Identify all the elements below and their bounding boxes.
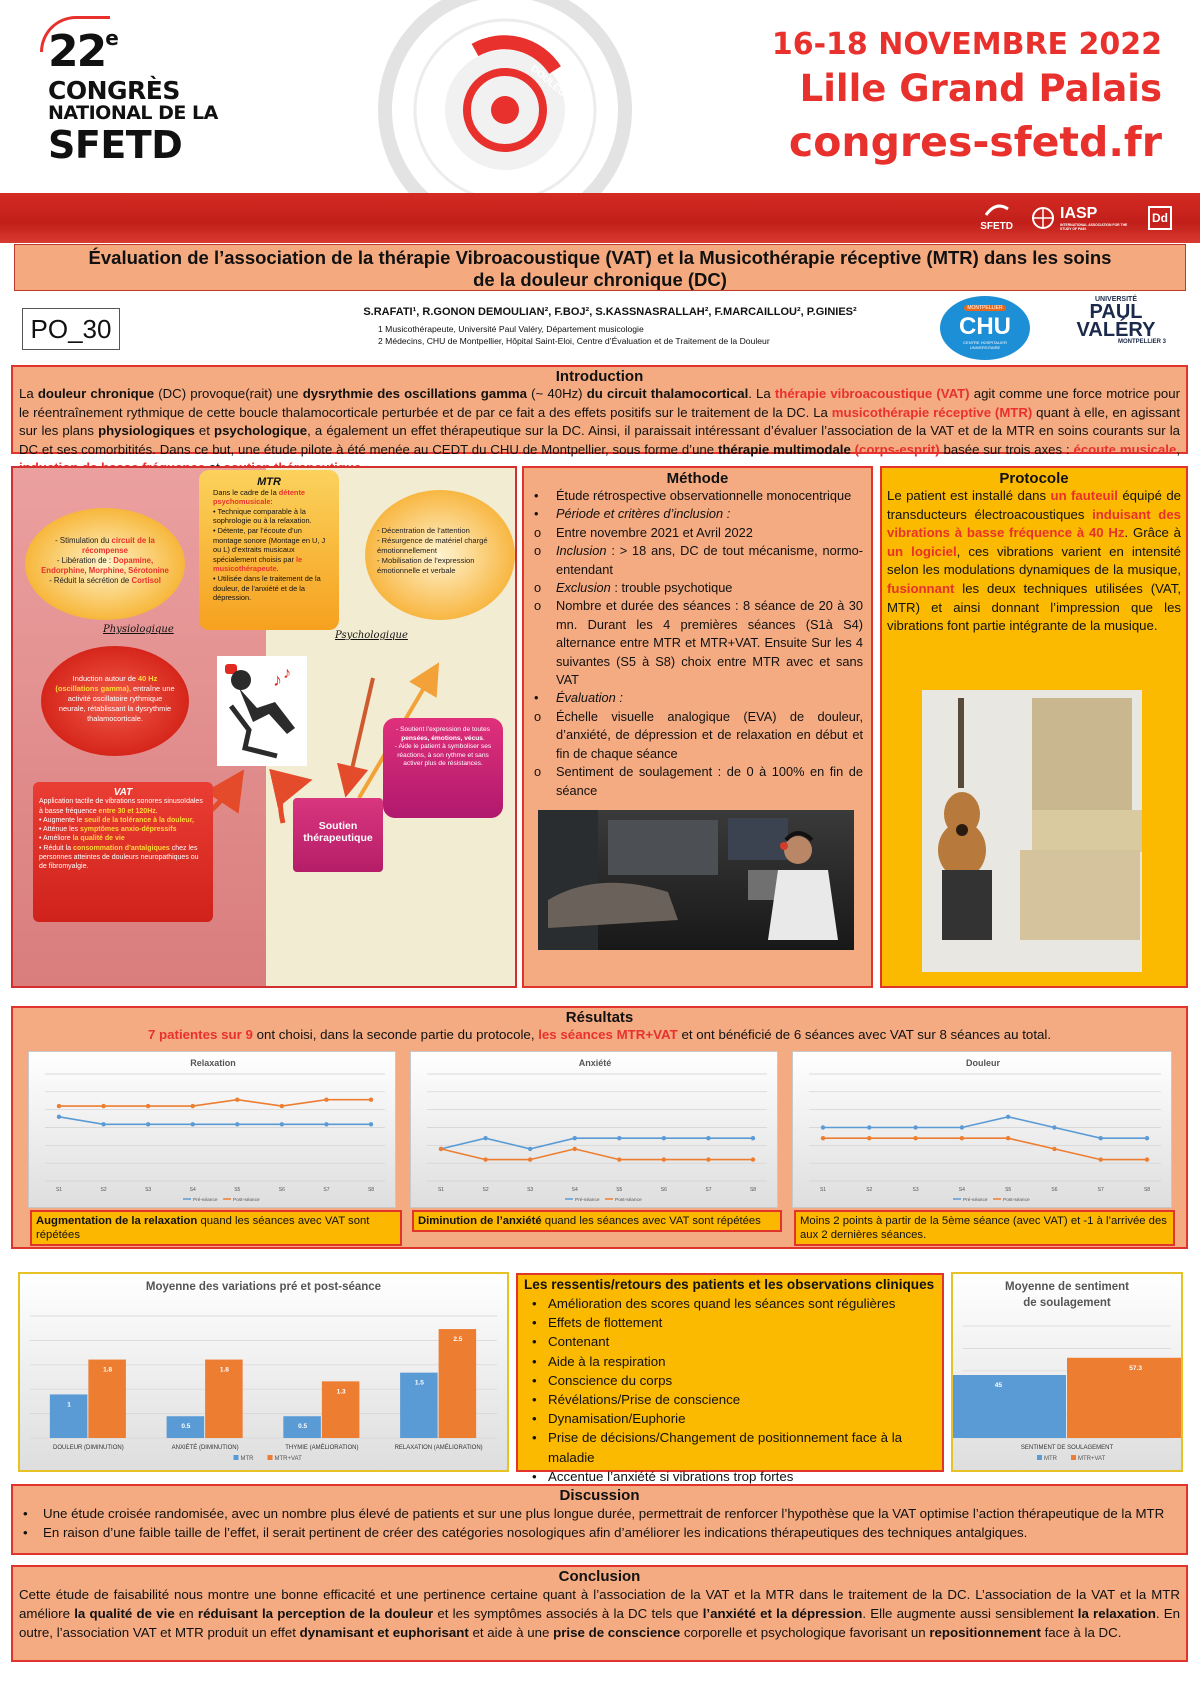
x-tick-label: S5 [616, 1187, 623, 1193]
data-point [867, 1125, 871, 1129]
soutien-box: Soutien thérapeutique [293, 798, 383, 872]
title-line-1: Évaluation de l’association de la thérapie Vibroacoustique (VAT) et la Musicothérapie réceptive (MTR) dans les soins [88, 247, 1112, 268]
data-point [483, 1136, 487, 1140]
discussion-item: • Une étude croisée randomisée, avec un nombre plus élevé de patients et sur une plus longue durée, permettrait de renforcer l’hypothèse que la VAT optimise l’action thérapeutique de la MTR [21, 1504, 1178, 1523]
soulagement-bar-chart-box [951, 1272, 1183, 1472]
methode-item-label: Inclusion [556, 543, 607, 559]
x-tick-label: S8 [749, 1187, 757, 1193]
congress-line-3: SFETD [48, 123, 183, 167]
methode-item-text: : trouble psychotique [610, 580, 733, 596]
edition-number: 22e [48, 26, 117, 77]
methode-item [532, 579, 863, 597]
partner-logos [980, 198, 1172, 238]
bullet: • [534, 690, 539, 706]
data-point [1099, 1136, 1103, 1140]
svg-text:♪: ♪ [273, 670, 282, 690]
therapy-diagram [11, 466, 517, 988]
chu-logo: MONTPELLIER CHU CENTRE HOSPITALIER UNIVERSITAIRE [940, 296, 1030, 360]
methode-item-label: Exclusion [556, 580, 611, 596]
arrow-down [349, 678, 373, 782]
methode-item-text: Sentiment de soulagement : de 0 à 100% en fin de séance [556, 764, 863, 798]
x-tick-label: S7 [1097, 1187, 1104, 1193]
data-point [751, 1136, 755, 1140]
congress-logo [0, 0, 250, 185]
chair-guitar-photo [922, 690, 1142, 972]
douleur-chart [792, 1051, 1172, 1208]
soutien-bubble: - Soutient l’expression de toutes pensées, émotions, vécus. - Aide le patient à symboliser ses réactions, à son rythme et sans activer plus de résistances. [383, 718, 503, 818]
bar [439, 1329, 477, 1438]
discussion-list [13, 1504, 1186, 1542]
data-point [960, 1125, 964, 1129]
data-point [573, 1147, 577, 1151]
x-tick-label: S4 [189, 1187, 196, 1193]
congress-venue: Lille Grand Palais [799, 67, 1162, 110]
legend-label: MTR+VAT [1078, 1456, 1106, 1462]
methode-item-text: Période et critères d’inclusion : [556, 506, 731, 522]
vibroacoustic-chair-photo [922, 690, 1142, 972]
legend-label: MTR+VAT [274, 1456, 302, 1462]
globe-icon [1031, 206, 1055, 230]
methode-item [532, 763, 863, 800]
x-tick-label: S8 [367, 1187, 375, 1193]
x-tick-label: S4 [571, 1187, 578, 1193]
legend-label: Pré-séance [963, 1198, 988, 1203]
observation-item: • Amélioration des scores quand les séances sont régulières [526, 1294, 934, 1313]
data-point [191, 1122, 195, 1126]
bar-value-label: 2.5 [453, 1336, 463, 1344]
data-point [324, 1122, 328, 1126]
data-point [662, 1136, 666, 1140]
bullet: o [534, 764, 542, 780]
congress-dates: 16-18 NOVEMBRE 2022 [771, 27, 1162, 62]
bar [953, 1375, 1066, 1438]
chart-title: Anxiété [578, 1058, 612, 1068]
methode-item-text: Entre novembre 2021 et Avril 2022 [556, 524, 753, 540]
observations-heading: Les ressentis/retours des patients et les observations cliniques [524, 1277, 935, 1292]
bullet: o [534, 708, 542, 724]
caption-douleur: Moins 2 points à partir de la 5ème séance (avec VAT) et -1 à l’arrivée des aux 2 dernières séances. [794, 1210, 1175, 1246]
anxiete-line-chart [411, 1052, 779, 1209]
legend-swatch [268, 1455, 273, 1460]
data-point [1145, 1136, 1149, 1140]
therapy-room-photo [538, 810, 854, 950]
data-point [528, 1147, 532, 1151]
series-line-post [823, 1138, 1147, 1159]
observation-item: • Dynamisation/Euphorie [526, 1409, 934, 1428]
dd-logo: Dd [1148, 206, 1172, 230]
congress-line-1: CONGRÈS [48, 76, 180, 105]
x-tick-label: S3 [912, 1187, 919, 1193]
bar-value-label: 45 [994, 1382, 1002, 1389]
data-point [617, 1157, 621, 1161]
soulagement-bar-chart [953, 1274, 1181, 1470]
logo-arc [40, 16, 110, 52]
data-point [280, 1104, 284, 1108]
data-point [1052, 1147, 1056, 1151]
bullet: o [534, 543, 542, 559]
header-center-graphic [300, 0, 840, 193]
conclusion-heading: Conclusion [558, 1568, 641, 1585]
methode-item [532, 542, 863, 579]
data-point [1052, 1125, 1056, 1129]
x-tick-label: S5 [234, 1187, 241, 1193]
x-tick-label: S1 [437, 1187, 445, 1193]
x-tick-label: S2 [866, 1187, 873, 1193]
variations-bar-chart-box [18, 1272, 509, 1472]
x-tick-label: S7 [323, 1187, 330, 1193]
data-point [706, 1157, 710, 1161]
data-point [146, 1104, 150, 1108]
resultats-heading: Résultats [565, 1009, 634, 1026]
legend-label: Post-séance [233, 1198, 260, 1203]
category-label: DOULEUR (DIMINUTION) [53, 1445, 124, 1451]
protocole-heading: Protocole [999, 470, 1069, 487]
legend-swatch [234, 1455, 239, 1460]
data-point [706, 1136, 710, 1140]
physiological-bubble: - Stimulation du circuit de la récompense - Libération de : Dopamine, Endorphine, Morphine, Sérotonine - Réduit la sécrétion de Cortisol [25, 508, 185, 620]
observation-item: • Contenant [526, 1332, 934, 1351]
data-point [191, 1104, 195, 1108]
methode-item-text: : > 18 ans, DC de tout mécanisme, normo-entendant [556, 543, 863, 577]
bar-value-label: 0.5 [181, 1423, 191, 1431]
resultats-panel [11, 1006, 1188, 1249]
bar-value-label: 1.8 [219, 1366, 229, 1374]
data-point [1145, 1157, 1149, 1161]
legend-label: Post-séance [615, 1198, 642, 1203]
methode-item [532, 708, 863, 763]
svg-text:♪: ♪ [283, 665, 291, 682]
x-tick-label: S8 [1143, 1187, 1151, 1193]
data-point [280, 1122, 284, 1126]
data-point [483, 1157, 487, 1161]
data-point [369, 1097, 373, 1101]
induction-bubble: Induction autour de 40 Hz (oscillations gamma), entraîne une activité oscillatoire rythmique neurale, rétablissant la dysrythmie thalamocorticale. [41, 646, 189, 756]
data-point [235, 1097, 239, 1101]
arrow-curve-left [281, 784, 293, 823]
methode-item [532, 524, 863, 542]
resultats-summary: 7 patientes sur 9 ont choisi, dans la seconde partie du protocole, les séances MTR+VAT et ont bénéficié de 6 séances avec VAT sur 8 séances au total. [147, 1027, 1052, 1042]
legend-label: Pré-séance [575, 1198, 600, 1203]
bar-value-label: 57.3 [1129, 1364, 1142, 1372]
methode-list [524, 487, 871, 800]
legend-label: Pré-séance [193, 1198, 218, 1203]
sfetd-logo: SFETD [980, 203, 1013, 233]
x-tick-label: S7 [705, 1187, 712, 1193]
data-point [57, 1115, 61, 1119]
methode-item-text: Échelle visuelle analogique (EVA) de douleur, d’anxiété, de dépression et de relaxation en début et fin de chaque séance [556, 708, 863, 761]
discussion-item: • En raison d’une faible taille de l’effet, il serait pertinent de créer des catégories nosologiques afin d’améliorer les indications thérapeutiques des techniques antalgiques. [21, 1523, 1178, 1542]
methode-item [532, 689, 863, 707]
x-tick-label: S3 [527, 1187, 534, 1193]
affiliation-2: 2 Médecins, CHU de Montpellier, Hôpital Saint-Eloi, Centre d’Évaluation et de Traitement de la Douleur [378, 336, 770, 346]
data-point [1006, 1115, 1010, 1119]
category-label: THYMIE (AMÉLIORATION) [285, 1445, 359, 1451]
x-tick-label: S6 [660, 1187, 667, 1193]
douleur-line-chart [793, 1052, 1173, 1209]
data-point [439, 1147, 443, 1151]
poster-title [14, 244, 1186, 291]
data-point [369, 1122, 373, 1126]
caption-anxiete: Diminution de l’anxiété quand les séances avec VAT sont répétées [412, 1210, 782, 1232]
discussion-panel [11, 1484, 1188, 1555]
mtr-box: MTR Dans le cadre de la détente psychomusicale: • Technique comparable à la sophrologie ou à la relaxation. • Détente, par l’écoute d’un montage sonore (Montage en U, J ou L) d’extraits musicaux spécialement choisis par le musicothérapeute. • Utilisée dans le traitement de la douleur, de l’anxiété et de la dépression. [199, 470, 339, 630]
caption-relaxation: Augmentation de la relaxation quand les séances avec VAT sont répétées [30, 1210, 402, 1246]
x-tick-label: S2 [482, 1187, 489, 1193]
chart-title: Moyenne de sentiment de soulagement [1005, 1281, 1129, 1309]
x-tick-label: S3 [145, 1187, 152, 1193]
observations-list [518, 1292, 942, 1488]
observation-item: • Accentue l’anxiété si vibrations trop fortes [526, 1467, 934, 1486]
series-line-pre [59, 1117, 371, 1124]
series-line-post [441, 1149, 753, 1160]
iasp-logo: IASP INTERNATIONAL ASSOCIATION FOR THE STUDY OF PAIN [1031, 205, 1130, 231]
x-tick-label: S1 [819, 1187, 827, 1193]
session-photo [538, 810, 854, 950]
bar-value-label: 1.3 [336, 1388, 346, 1396]
bar [1067, 1358, 1181, 1438]
data-point [235, 1122, 239, 1126]
legend-swatch [1037, 1455, 1042, 1460]
data-point [146, 1122, 150, 1126]
data-point [573, 1136, 577, 1140]
authors: S.RAFATI¹, R.GONON DEMOULIAN², F.BOJ², S.KASSNASRALLAH², F.MARCAILLOU², P.GINIES² [363, 306, 857, 318]
series-line-pre [441, 1138, 753, 1149]
data-point [751, 1157, 755, 1161]
category-label: ANXIÉTÉ (DIMINUTION) [171, 1445, 239, 1451]
bar-value-label: 1.5 [414, 1379, 424, 1387]
discussion-heading: Discussion [559, 1487, 640, 1504]
data-point [528, 1157, 532, 1161]
data-point [617, 1136, 621, 1140]
affiliations [378, 323, 770, 347]
methode-heading: Méthode [666, 470, 729, 487]
observations-panel [516, 1273, 944, 1484]
label-physiological: Physiologique [103, 624, 174, 635]
bullet: o [534, 524, 542, 540]
methode-item [532, 597, 863, 689]
vat-box: VAT Application tactile de vibrations sonores sinusoïdales à basse fréquence entre 30 et 120Hz. • Augmente le seuil de la tolérance à la douleur, • Atténue les symptômes anxio-dépressifs • Améliore la qualité de vie • Réduit la consommation d’antalgiques chez les personnes atteintes de douleurs neuropathiques ou de fibromyalgie. [33, 782, 213, 922]
x-tick-label: S6 [1051, 1187, 1058, 1193]
methode-item [532, 487, 863, 505]
x-tick-label: S1 [55, 1187, 63, 1193]
legend-label: MTR [240, 1456, 254, 1462]
relaxation-line-chart [29, 1052, 397, 1209]
legend-label: Post-séance [1003, 1198, 1030, 1203]
introduction-heading: Introduction [555, 368, 644, 385]
data-point [960, 1136, 964, 1140]
observation-item: • Révélations/Prise de conscience [526, 1390, 934, 1409]
methode-item [532, 505, 863, 523]
x-tick-label: S6 [278, 1187, 285, 1193]
conclusion-panel [11, 1565, 1188, 1662]
affiliation-1: 1 Musicothérapeute, Université Paul Valéry, Département musicologie [378, 324, 644, 334]
bar-value-label: 1 [67, 1401, 71, 1409]
poster-code: PO_30 [22, 308, 120, 350]
legend-label: MTR [1044, 1456, 1057, 1462]
title-line-2: de la douleur chronique (DC) [473, 269, 727, 290]
methode-panel [522, 466, 873, 988]
methode-item-text: Nombre et durée des séances : 8 séance de 20 à 30 mn. Durant les 4 premières séances (S1à S4) alternance entre MTR et MTR+VAT. Ensuite Sur les 4 suivantes (S5 à S8) choix entre MTR avec et sans VAT [556, 598, 863, 688]
upv-logo: UNIVERSITÉ PAUL VALÉRY MONTPELLIER 3 [1076, 296, 1166, 345]
methode-item-text: Évaluation : [556, 690, 623, 706]
observation-item: • Aide à la respiration [526, 1352, 934, 1371]
data-point [913, 1136, 917, 1140]
chart-title: Relaxation [190, 1058, 236, 1068]
bullet: • [534, 488, 539, 503]
data-point [867, 1136, 871, 1140]
x-tick-label: S4 [958, 1187, 965, 1193]
methode-item-text: Étude rétrospective observationnelle monocentrique [556, 488, 852, 503]
data-point [1099, 1157, 1103, 1161]
category-label: RELAXATION (AMÉLIORATION) [394, 1445, 483, 1451]
congress-url[interactable]: congres-sfetd.fr [788, 118, 1162, 166]
data-point [324, 1097, 328, 1101]
data-point [57, 1104, 61, 1108]
congress-line-2: NATIONAL DE LA [48, 102, 218, 124]
x-tick-label: S2 [100, 1187, 107, 1193]
observation-item: • Conscience du corps [526, 1371, 934, 1390]
anxiete-chart [410, 1051, 778, 1208]
conclusion-text: Cette étude de faisabilité nous montre une bonne efficacité et une pertinence certaine quant à l’association de la VAT et la MTR dans le traitement de la DC. L’association de la VAT et la MTR améliore la qualité de vie en réduisant la perception de la douleur et les symptômes associés à la DC tels que l’anxiété et la dépression. Elle augmente aussi sensiblement la relaxation. En outre, l’association VAT et MTR produit un effet dynamisant et euphorisant et aide à une prise de conscience corporelle et psychologique favorisant un repositionnement face à la DC. [19, 1587, 1181, 1640]
data-point [821, 1136, 825, 1140]
introduction-text: La douleur chronique (DC) provoque(rait) une dysrythmie des oscillations gamma (~ 40Hz) du circuit thalamocortical. La thérapie vibroacoustique (VAT) agit comme une force motrice pour le réentraînement rythmique de cette boucle thalamocorticale perturbée et de par ce fait a des effets positifs sur le traitement de la DC. La musicothérapie réceptive (MTR) quant à elle, en agissant sur les plans physiologiques et psychologique, a également un effet thérapeutique sur la DC. Ainsi, il paraissait intéressant d’évaluer l’association de la VAT et de la MTR en soins courants sur la DC et ses comorbitités. Dans ce but, une étude pilote à été menée au CEDT du CHU de Montpellier, sous forme d’une thérapie multimodale (corps-esprit) basée sur trois axes : écoute musicale, [19, 386, 1181, 457]
introduction-panel [11, 365, 1188, 457]
bar-value-label: 1.8 [103, 1366, 113, 1374]
protocole-panel [880, 466, 1188, 988]
bullet: o [534, 580, 542, 596]
bullet: o [534, 598, 542, 614]
observation-item: • Prise de décisions/Changement de positionnement face à la maladie [526, 1428, 934, 1466]
variations-bar-chart [20, 1274, 507, 1470]
chart-title: Douleur [965, 1058, 1001, 1068]
observation-item: • Effets de flottement [526, 1313, 934, 1332]
label-psychological: Psychologique [335, 630, 408, 641]
psychological-bubble: - Décentration de l’attention - Résurgence de matériel chargé émotionnellement - Mobilisation de l’expression émotionnelle et verbale [365, 490, 515, 620]
chart-title: Moyenne des variations pré et post-séance [145, 1281, 382, 1293]
bar-value-label: 0.5 [298, 1423, 308, 1431]
data-point [1006, 1136, 1010, 1140]
series-line-post [59, 1100, 371, 1106]
relaxation-chart [28, 1051, 396, 1208]
data-point [101, 1104, 105, 1108]
category-label: SENTIMENT DE SOULAGEMENT [1020, 1445, 1114, 1451]
bullet: • [534, 506, 539, 522]
data-point [101, 1122, 105, 1126]
legend-swatch [1071, 1455, 1076, 1460]
data-point [662, 1157, 666, 1161]
data-point [821, 1125, 825, 1129]
douleur-badge: DOULEUR [528, 63, 574, 104]
protocole-text: Le patient est installé dans un fauteuil équipé de transducteurs électroacoustiques induisant des vibrations à basse fréquence à 40 Hz. Grâce à un logiciel, ces vibrations varient en intensité selon les modulations dynamiques de la musique, fusionnant les deux techniques utilisées (VAT, MTR) et ainsi donnant l’impression que les vibrations font partie intégrante de la musique. [887, 488, 1181, 634]
data-point [913, 1125, 917, 1129]
sfetd-swoosh-icon [984, 203, 1010, 217]
x-tick-label: S5 [1005, 1187, 1012, 1193]
